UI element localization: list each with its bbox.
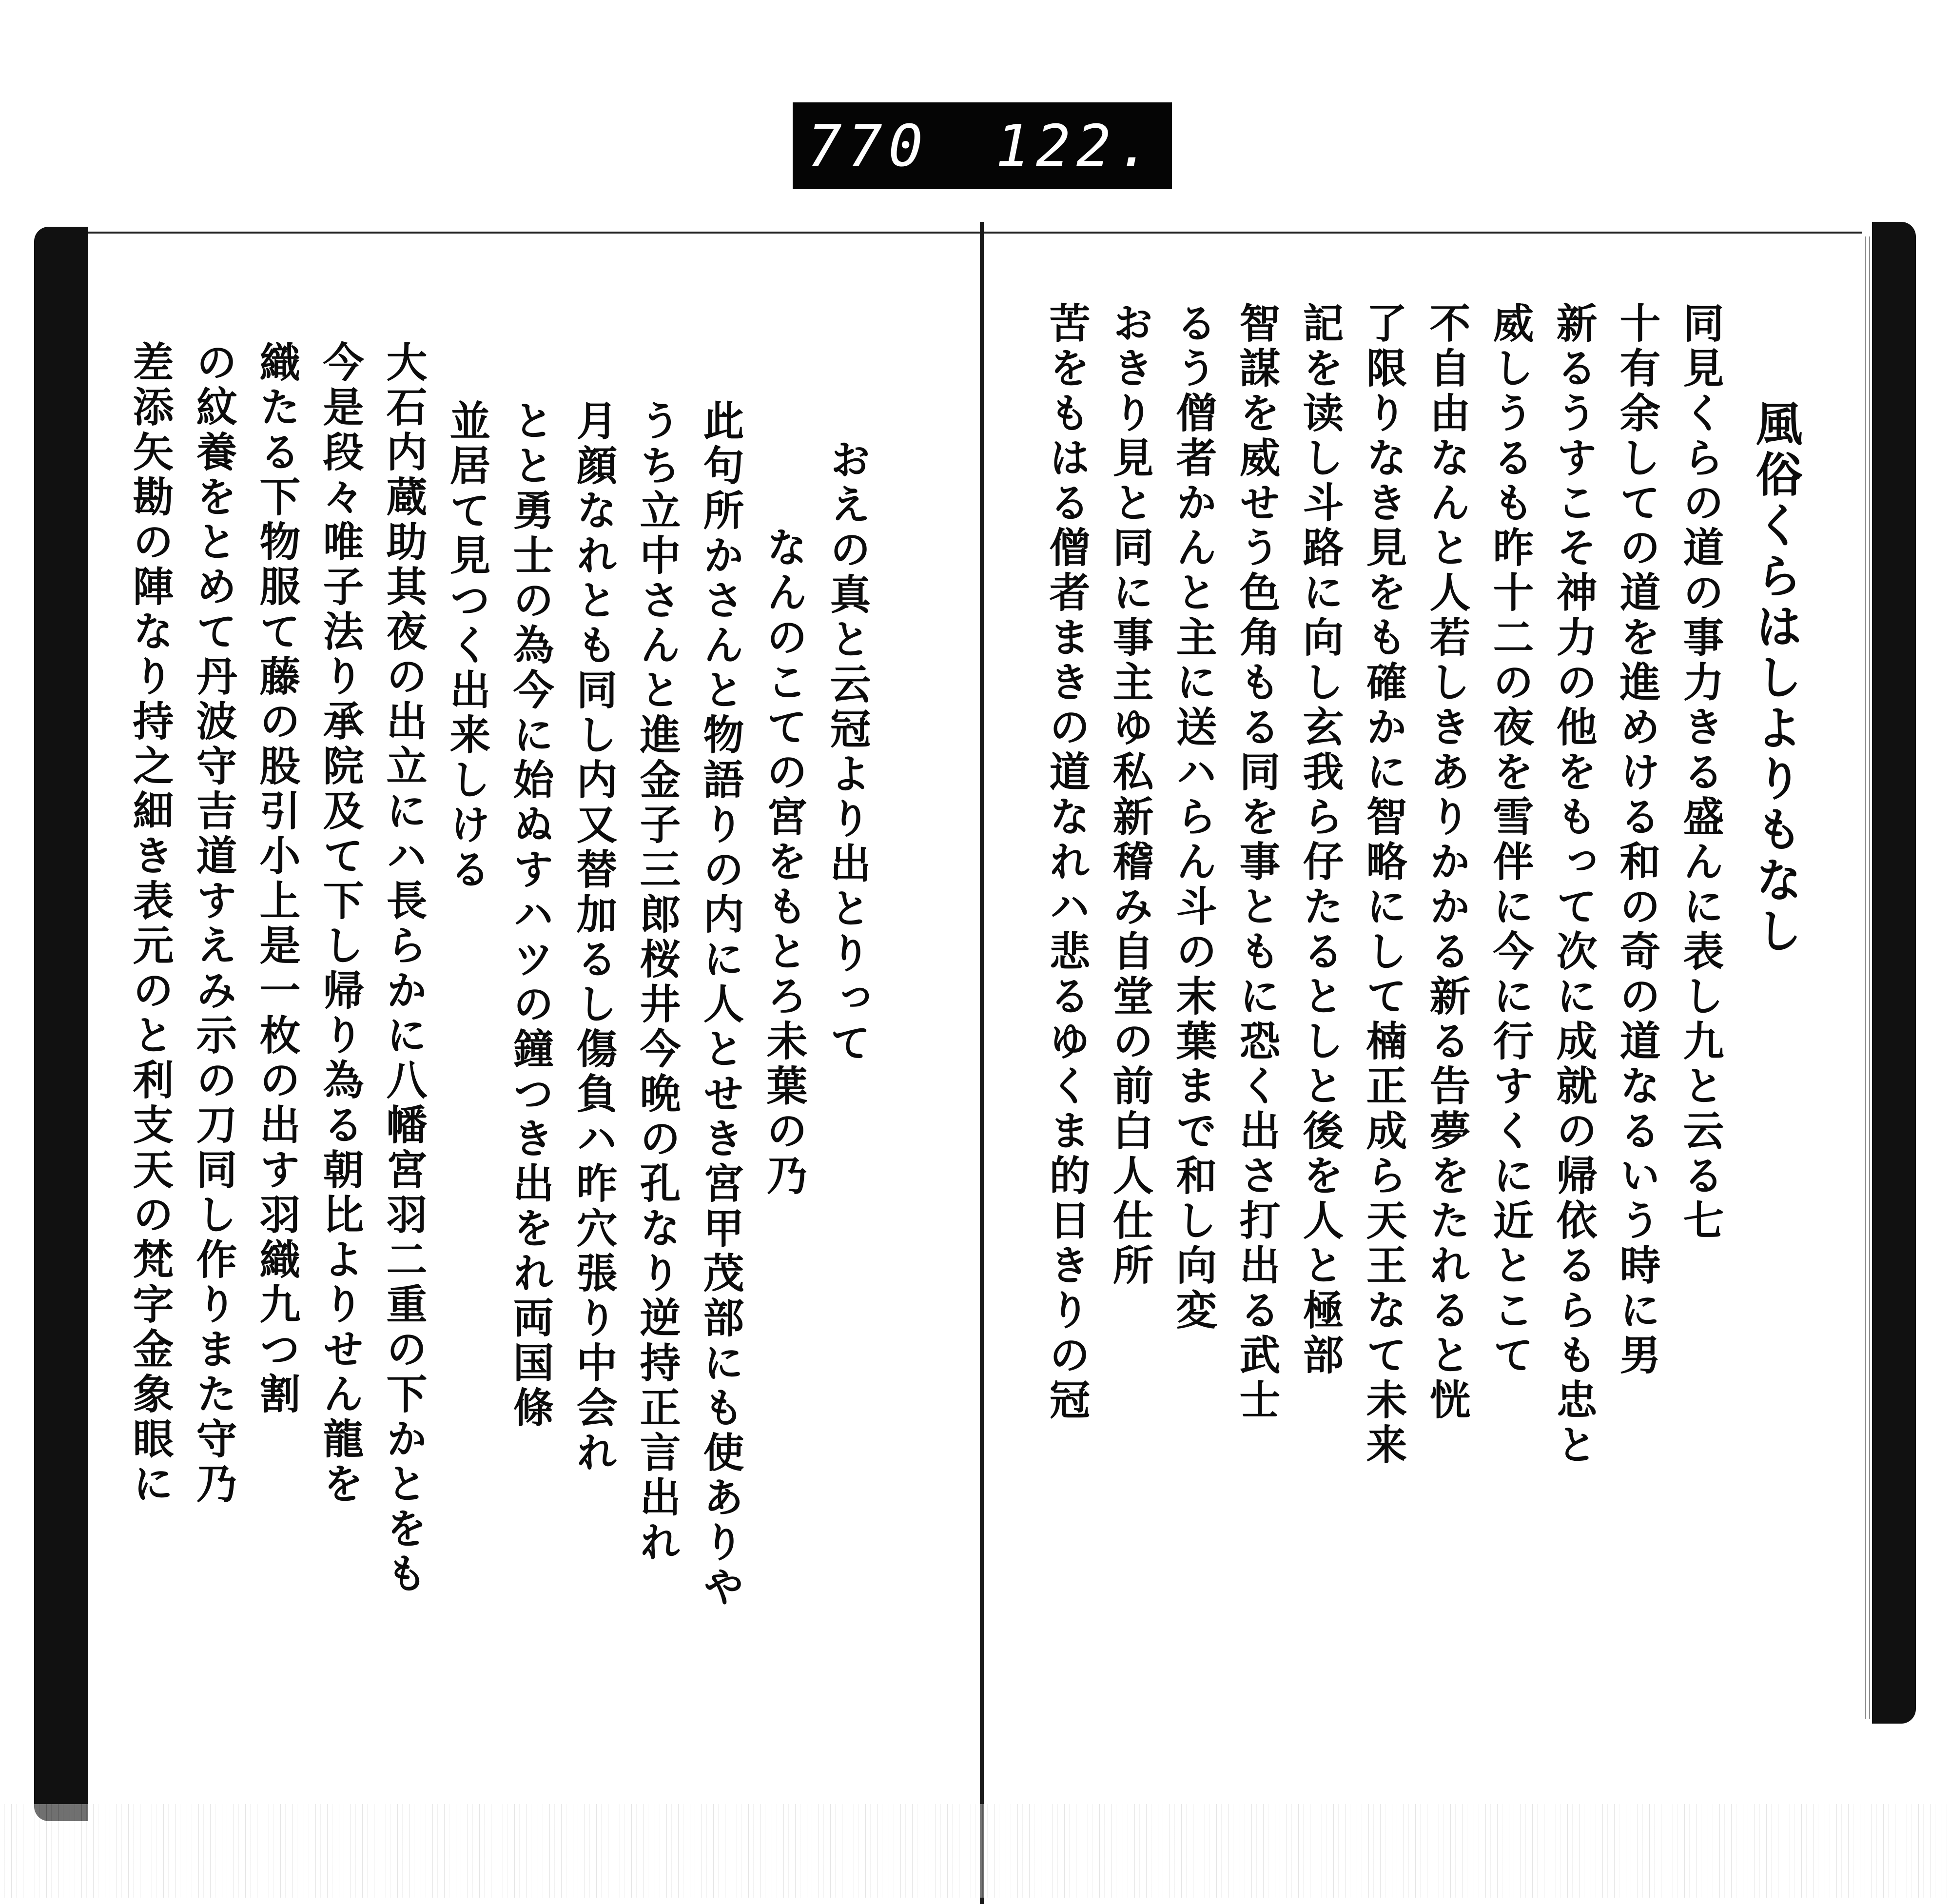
right-page-text	[1024, 302, 1803, 1716]
text-column: 大石内蔵助其夜の出立にハ長らかに八幡宮羽二重の下かとをも	[380, 341, 428, 1597]
book-cover-left-edge	[34, 227, 88, 1821]
text-column: 不自由なんと人若しきありかかる新る告夢をたれると恍	[1423, 302, 1471, 1423]
book-cover-right-edge	[1872, 222, 1916, 1724]
text-column: るう僧者かんと主に送ハらん斗の末葉まで和し向変	[1170, 302, 1218, 1334]
page-heading: 風俗くらはしよりもなし	[1748, 399, 1803, 957]
text-column: おきり見と同に事主ゆ私新稽み自堂の前白人仕所	[1106, 302, 1154, 1289]
reel-number: 770	[807, 112, 929, 179]
text-column: 織たる下物服て藤の股引小上是一枚の出す羽織九つ割	[253, 341, 301, 1417]
frame-number: 122.	[995, 112, 1157, 179]
microfilm-frame-label	[793, 102, 1172, 189]
text-column: 智謀を威せう色角もる同を事ともに恐く出さ打出る武士	[1233, 302, 1281, 1423]
book-gutter	[980, 222, 984, 1904]
text-column: うち立中さんと進金子三郎桜井今晩の孔なり逆持正言出れ	[633, 399, 682, 1566]
left-page-text	[107, 341, 872, 1755]
text-column: 了限りなき見をも確かに智略にして楠正成ら天王なて未来	[1360, 302, 1408, 1468]
text-column: 威しうるも昨十二の夜を雪伴に今に行すくに近とこて	[1486, 302, 1535, 1378]
open-book	[34, 222, 1916, 1845]
text-column: 苦をもはる僧者まきの道なれハ悲るゆくま的日きりの冠	[1043, 302, 1091, 1423]
text-column: おえの真と云冠より出とりって	[823, 438, 872, 1066]
text-column: なんのこての宮をもとろ未葉の乃	[760, 526, 808, 1199]
text-column: 十有余しての道を進めける和の奇の道なるいう時に男	[1613, 302, 1661, 1378]
text-column: 月顔なれとも同し内又替加るし傷負ハ昨穴張り中会れ	[570, 399, 618, 1476]
text-column: の紋養をとめて丹波守吉道すえみ示の刀同し作りまた守乃	[190, 341, 238, 1507]
text-column: 差添矢勘の陣なり持之細き表元のと利支天の梵字金象眼に	[126, 341, 175, 1507]
left-page	[88, 232, 1014, 1818]
text-column: 今是段々唯子法り承院及て下し帰り為る朝比よりせん龍を	[316, 341, 365, 1507]
text-column: とと勇士の為今に始ぬすハツの鐘つき出をれ両国條	[507, 399, 555, 1431]
text-column: 同見くらの道の事力きる盛んに表し九と云る七	[1677, 302, 1725, 1244]
scan-noise	[0, 1804, 1950, 1898]
text-column: 並居て見つく出来しける	[443, 399, 491, 893]
text-column: 此句所かさんと物語りの内に人とせき宮甲茂部にも使ありや	[697, 399, 745, 1610]
text-column: 記を读し斗路に向し玄我ら仔たるとしと後を人と極部	[1296, 302, 1345, 1378]
text-column: 新るうすこそ神力の他をもって次に成就の帰依るらも忠と	[1550, 302, 1598, 1468]
right-page	[985, 232, 1862, 1726]
